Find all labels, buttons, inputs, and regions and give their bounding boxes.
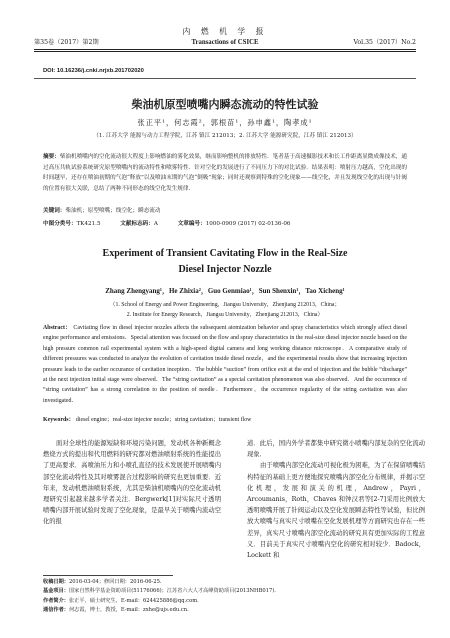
en-abstract-text: Cavitating flow in diesel injector nozzles affects the subsequent atomization behavior and spray characteristics which strongly affect diesel engine performance and emissions．Special attention was focused on the flow and spray characteristics in the real-size diesel injector nozzle based on the high pressure common rail experimental system with a high-speed digital camera and long working distance microscope．A comparative study of different pressures was conducted to analyze the evolution of cavitation inside diesel nozzle，and the experimental results show that increasing injection pressure leads to the earlier occurance of cavitation inception．The bubble “suction” from orifice exit at the end of injection and the bubble “discharge” at the next injection initial stage were observed．The “string cavitation” as a special cavitation phenomenon was also observed．And the occurrence of “string cavitation” has a strong correlation to the position of needle．Furthermore，the occurrence regularity of the string cavitation was also investigated． <box>43 325 408 404</box>
journal-header <box>0 0 450 58</box>
doi-rule <box>34 78 416 79</box>
issue-info: 第35卷（2017）第2期 <box>34 39 99 46</box>
body-column-right <box>247 438 425 561</box>
cn-abstract-label: 摘要： <box>43 154 60 160</box>
en-keywords-text: diesel engine；real-size injector nozzle；string cavitation；transient flow <box>75 417 252 423</box>
cn-affiliation: （1. 江苏大学 能源与动力工程学院，江苏 镇江 212013；2. 江苏大学 能源研究院，江苏 镇江 212013） <box>93 133 357 139</box>
en-abstract-label: Abstract： <box>43 325 72 331</box>
cn-keywords <box>43 206 407 217</box>
en-title-line1: Experiment of Transient Cavitating Flow in the Real-Size <box>102 248 348 259</box>
body-paragraph: 由于喷嘴内部空化流动可视化极为困难，为了在保留喷嘴结构特征的基础上更方便地探究喷嘴内部空化分布规律，并揭示空化机理，发展和演关的机理，Andrew，Payri，Arcoumanis，Roth，Chaves 和钟汉君等[2-7]采用比例放大透明喷嘴开展了针阀运动以及空化发展瞬态特性等试验，但比例放大喷嘴与真实尺寸喷嘴在空化发展机理等方面研究也存在一些差异，真实尺寸喷嘴内部空化流动的研究具有更加实际的工程意义．目前关于真实尺寸喷嘴内空化的研究相对较少．Badock，Lockett 和 <box>247 462 425 560</box>
en-title-line2: Diesel Injector Nozzle <box>178 264 272 275</box>
volume-info: Vol.35（2017）No.2 <box>353 39 416 46</box>
footnote-rule <box>43 575 173 576</box>
en-affiliation <box>43 300 407 320</box>
doc-code-label: 文献标志码： <box>120 221 154 227</box>
footnote-funding: 基金项目：国家自然科学基金资助项目(51176066)；江苏省六大人才高峰资助项目(2013NHB017). <box>43 588 276 595</box>
footnote-received: 收稿日期：2016-03-04；修回日期：2016-06-25. <box>43 579 162 585</box>
en-keywords-label: Keywords： <box>43 417 75 423</box>
article-no-value: 1000-0909 (2017) 02-0136-06 <box>205 221 291 227</box>
footnote-corresponding: 通信作者：何志霞，博士，教授，E-mail：zxhe@ujs.edu.cn. <box>43 607 189 614</box>
cn-keywords-text: 柴油机；原型喷嘴；线空化；瞬态流动 <box>65 208 161 214</box>
journal-name-en: Transactions of CSICE <box>191 39 259 46</box>
en-abstract <box>43 323 407 406</box>
cn-authors: 张正平¹，何志霞²，郭根苗¹，孙申鑫¹，陶孝成¹ <box>137 118 313 127</box>
header-rule-thin <box>34 51 416 52</box>
cn-abstract-text: 柴油机喷嘴内的空化流动很大程度上影响燃油的雾化效果，继而影响整机的排放特性．笔者基于高速摄影技术和长工作距离显微成像技术，通过高压共轨试验系统研究原型喷嘴内的流动特性和喷雾特性．针对空化的发展进行了不同压力下的对比试验．结果表明：喷射压力越高，空化出现的时间越早，还存在喷油初期的气泡“释放”以及喷油末期的气泡“倒吸”现象；同时还观察到特殊的空化现象——线空化，并且发现线空化的出现与针阀的位置有很大关联，总结了两种不同形态的线空化发生规律． <box>43 154 407 192</box>
en-title <box>0 246 450 278</box>
clc-label: 中图分类号： <box>43 221 77 227</box>
doi: DOI: 10.16236/j.cnki.nrjxb.201702020 <box>43 68 144 74</box>
en-affiliation-2: 2. Institute for Energy Research，Jiangsu University，Zhenjiang 212013，China） <box>126 312 324 318</box>
en-keywords <box>43 415 407 426</box>
cn-abstract <box>43 152 407 194</box>
en-authors: Zhang Zhengyang¹，He Zhixia²，Guo Genmiao¹，Sun Shenxin¹，Tao Xicheng¹ <box>105 287 345 295</box>
body-column-left: 面对全球性的能源短缺和环境污染问题，发动机各种新概念燃烧方式的提出和代用燃料的研究都对燃油喷射系统的性能提出了更高要求．高喷油压力和小喷孔直径的技术发展使开展喷嘴内部空化流动特性及其对喷雾混合过程影响的研究也更加重要．近年来，发动机燃油喷射系统，尤其是柴油机喷嘴内的空化流动机理研究引起越来越多学者关注．Bergwerk[1]对实际尺寸透明喷嘴内部开展试验时发现了空化现象，是最早关于喷嘴内流动空化的报 <box>43 440 221 526</box>
cn-keywords-label: 关键词： <box>43 208 66 214</box>
journal-name-cn: 内 燃 机 学 报 <box>182 27 268 36</box>
clc-value: TK421.5 <box>76 221 101 227</box>
header-rule <box>34 49 416 50</box>
doc-code-value: A <box>153 221 158 227</box>
cn-classification <box>43 219 407 230</box>
footnotes <box>43 578 407 616</box>
cn-title: 柴油机原型喷嘴内瞬态流动的特性试验 <box>131 98 319 111</box>
en-affiliation-1: （1. School of Energy and Power Engineering，Jiangsu University，Zhenjiang 212013，China； <box>109 302 341 308</box>
article-no-label: 文章编号： <box>177 221 206 227</box>
body-paragraph: 道．此后，国内外学者都集中研究微小喷嘴内部复杂的空化流动现象． <box>247 440 425 459</box>
footnote-author: 作者简介：张正平，硕士研究生，E-mail：624425886@qq.com. <box>43 597 199 604</box>
